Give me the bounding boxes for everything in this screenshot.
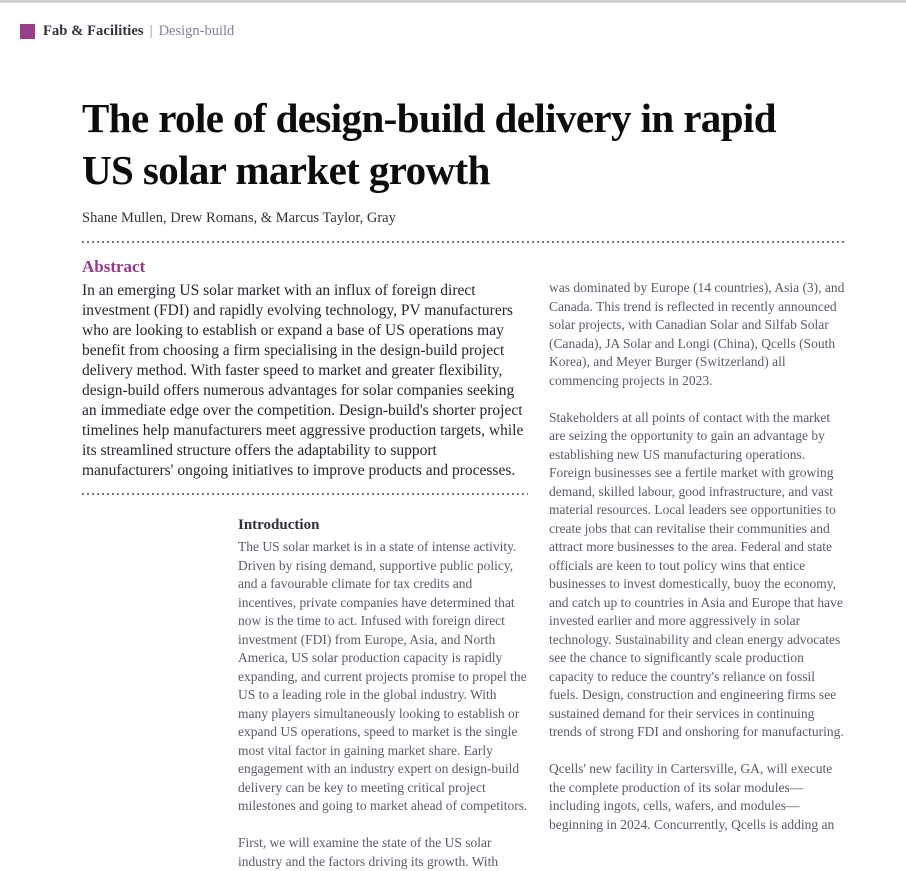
abstract-text: In an emerging US solar market with an influx of foreign direct investment (FDI) and rapidly evolving technology, PV manufacturers who are looking to establish or expand a base of US operations may benefit from choosing a firm specialising in the design-build project delivery method. With faster speed to market and greater flexibility, design-build offers numerous advantages for solar companies seeking an immediate edge over the competition. Design-build's shorter project timelines help manufacturers meet aggressive production targets, while its streamlined structure offers the adaptability to support manufacturers' ongoing initiatives to improve products and processes. (82, 282, 524, 479)
right-column-paragraph: Stakeholders at all points of contact with the market are seizing the opportunity to gain an advantage by establishing new US manufacturing operations. Foreign businesses see a fertile market with growing demand, skilled labour, good infrastructure, and vast material resources. Local leaders see opportunities to create jobs that can revitalise their communities and attract more businesses to the area. Federal and state officials are keen to tout policy wins that entice businesses to invest domestically, buoy the economy, and catch up to countries in Asia and Europe that have invested earlier and more aggressively in solar technology. Sustainability and clean energy advocates see the chance to significantly scale production capacity to reduce the country's reliance on fossil fuels. Design, construction and engineering firms see sustained demand for their services in continuing trends of strong FDI and onshoring for manufacturing. (549, 409, 844, 739)
introduction-paragraph: The US solar market is in a state of intense activity. Driven by rising demand, supportive public policy, and a favourable climate for tax credits and incentives, private companies have determined that now is the time to act. Infused with foreign direct investment (FDI) from Europe, Asia, and North America, US solar production capacity is rapidly expanding, and current projects promise to propel the US to a leading role in the global industry. With many players simultaneously looking to establish or expand US operations, speed to market is the single most vital factor in gaining market share. Early engagement with an industry expert on design-build delivery can be key to meeting critical project milestones and going to market ahead of competitors. (238, 539, 528, 813)
introduction-section (238, 517, 528, 871)
introduction-paragraphs (238, 538, 528, 871)
section-header (20, 23, 906, 40)
article-authors: Shane Mullen, Drew Romans, & Marcus Taylor, Gray (82, 210, 396, 226)
category-swatch-icon (20, 24, 35, 39)
abstract-heading: Abstract (82, 257, 146, 276)
abstract-section (82, 243, 528, 481)
left-column (82, 243, 528, 871)
right-column (549, 243, 845, 834)
top-rule (0, 0, 906, 3)
right-column-paragraphs (549, 279, 845, 834)
section-category-label: Fab & Facilities (43, 23, 144, 39)
article-columns (82, 243, 845, 871)
section-topic-label: Design-build (158, 23, 235, 39)
introduction-paragraph: First, we will examine the state of the US solar industry and the factors driving its growth. With (238, 835, 499, 869)
divider-abstract-bottom (82, 493, 528, 495)
right-column-paragraph: Qcells' new facility in Cartersville, GA, will execute the complete production of its solar modules—including ingots, cells, wafers, and modules—beginning in 2024. Concurrently, Qcells is adding an (549, 761, 835, 832)
article-content (82, 92, 845, 871)
introduction-heading: Introduction (238, 517, 320, 533)
article-title: The role of design-build delivery in rapid US solar market growth (82, 95, 776, 193)
section-separator: | (149, 23, 153, 39)
right-column-paragraph: was dominated by Europe (14 countries), Asia (3), and Canada. This trend is reflected in recently announced solar projects, with Canadian Solar and Silfab Solar (Canada), JA Solar and Longi (China), Qcells (South Korea), and Meyer Burger (Switzerland) all commencing projects in 2023. (549, 280, 845, 388)
